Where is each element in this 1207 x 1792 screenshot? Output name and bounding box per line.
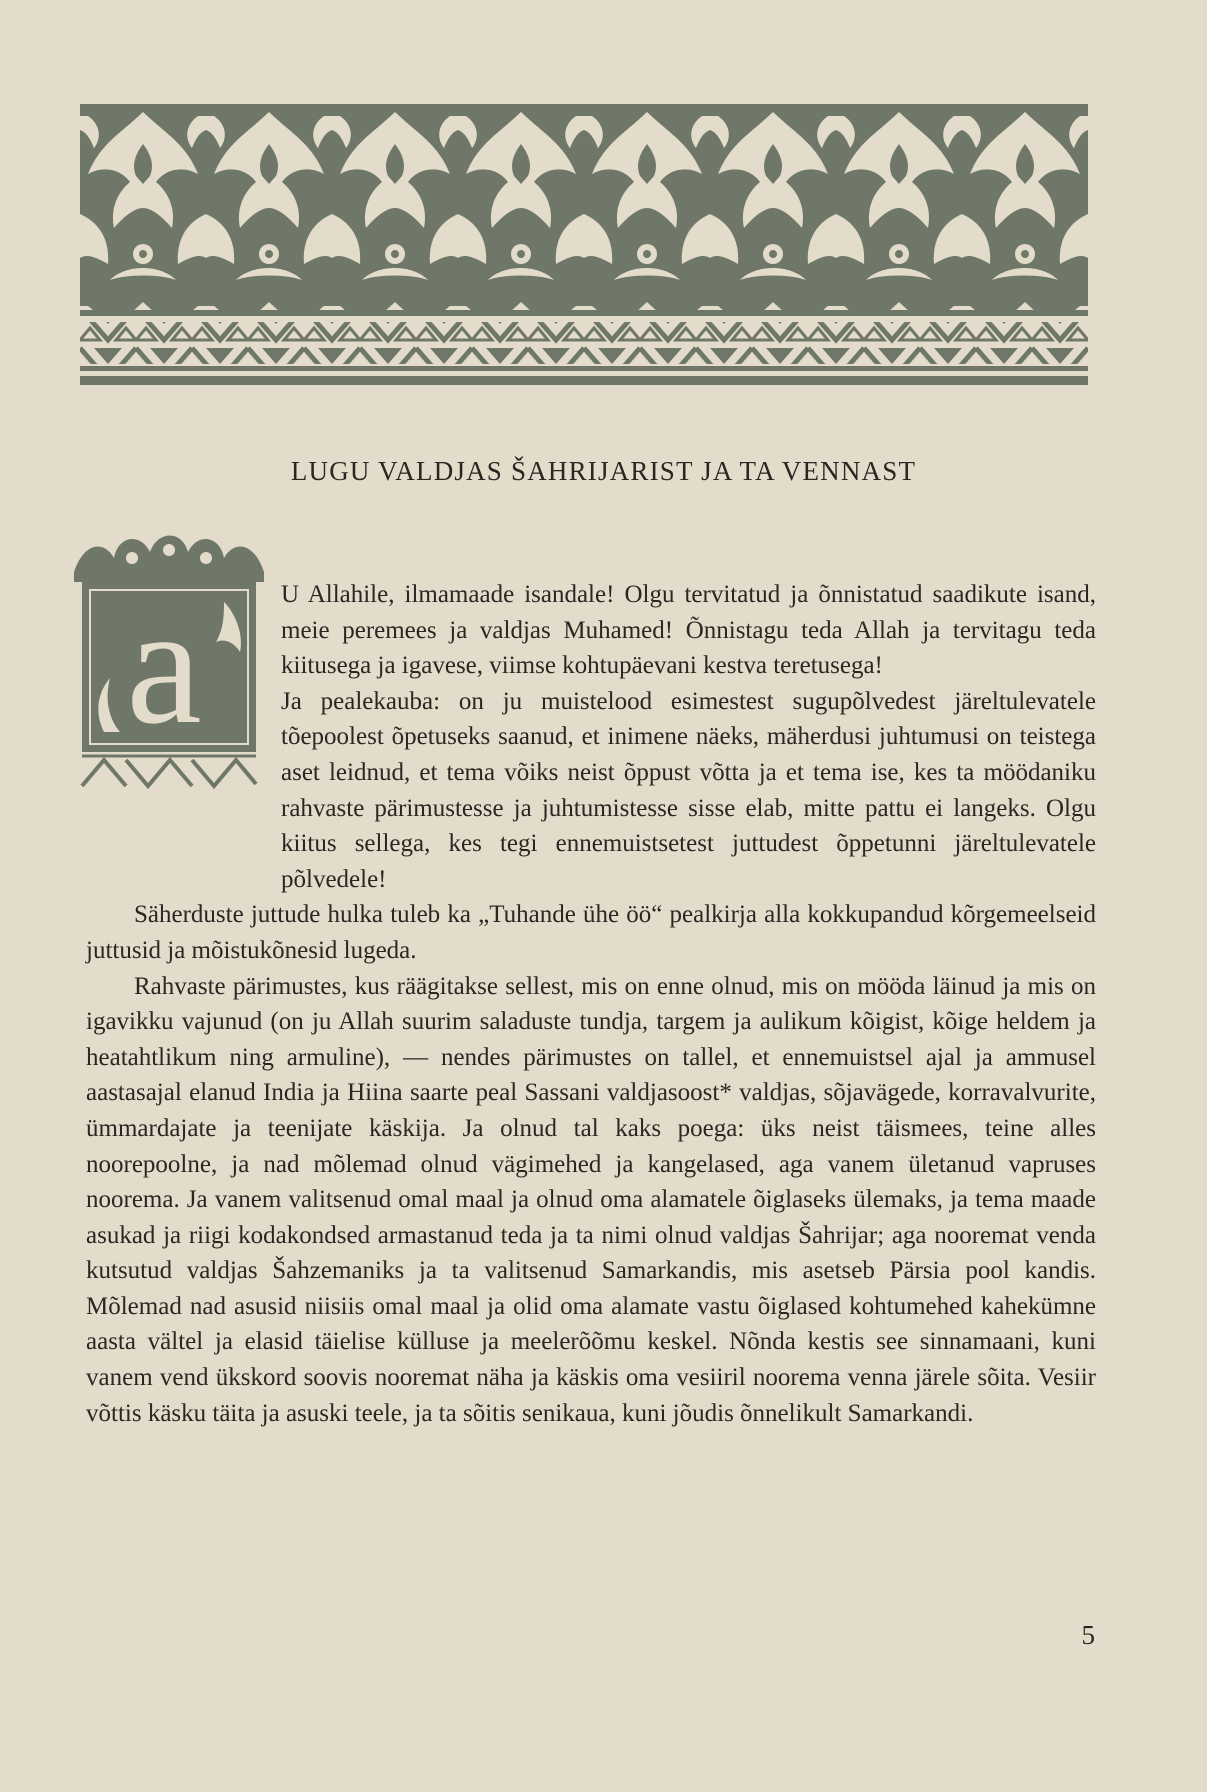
ornamental-header-banner: [80, 104, 1088, 385]
paragraph-2-text: Ja pealekauba: on ju muistelood esimestest sugupõlvedest järeltulevatele tõepoolest õpetuseks saanud, et inimene näeks, mäherdusi juhtumusi on teistega aset leidnud, et tema võiks neist õppust võtta ja et tema ise, kes ta möödaniku rahvaste pärimustesse ja juhtumistesse sisse elab, mitte pattu ei langeks. Olgu kiitus sellega, kes tegi ennemuistsetest juttudest õppetunni järeltulevatele põlvedele!: [281, 687, 1096, 893]
paragraph-3: Säherduste juttude hulka tuleb ka „Tuhande ühe öö“ pealkirja alla kokkupandud kõrgemeelseid juttusid ja mõistukõnesid lugeda.: [86, 901, 1096, 964]
paragraph-4: Rahvaste pärimustes, kus räägitakse sellest, mis on enne olnud, mis on mööda läinud ja mis on igavikku vajunud (on ju Allah suurim saladuste tundja, targem ja aulikum kõigist, kõige heldem ja heatahtlikum ning armuline), — nendes pärimustes on tallel, et ennemuistsel ajal ja ammusel aastasajal elanud India ja Hiina saarte peal Sassani valdjasoost* valdjas, sõjavägede, korravalvurite, ümmardajate ja teenijate käskija. Ja olnud tal kaks poega: üks neist täismees, teine alles noorepoolne, ja nad mõlemad olnud vägimehed ja kangelased, aga vanem ületanud vapruses noorema. Ja vanem valitsenud omal maal ja olnud oma alamatele õiglaseks ülemaks, ja tema maade asukad ja riigi kodakondsed armastanud teda ja ta nimi olnud valdjas Šahrijar; aga nooremat venda kutsutud valdjas Šahzemaniks ja ta valitsenud Samarkandis, mis asetseb Pärsia pool kandis. Mõlemad nad asusid niisiis omal maal ja olid oma alamate vastu õiglased kohtumehed kahekümne aasta vältel ja elasid täielise külluse ja meelerõõmu keskel. Nõnda kestis see sinnamaani, kuni vanem vend ükskord soovis nooremat näha ja käskis oma vesiiril noorema venna järele sõita. Vesiir võttis käsku täita ja asuski teele, ja ta sõitis senikaua, kuni jõudis õnnelikult Samarkandi.: [86, 972, 1096, 1427]
arabesque-border-icon: [80, 104, 1088, 385]
page-number: 5: [1081, 1620, 1095, 1650]
paragraph-1: U Allahile, ilmamaade isandale! Olgu tervitatud ja õnnistatud saadikute isand, meie peremees ja valdjas Muhamed! Õnnistagu teda Allah ja tervitagu teda kiitusega ja igavese, viimse kohtupäevani kestva teretusega!: [281, 581, 1096, 680]
chapter-title: LUGU VALDJAS ŠAHRIJARIST JA TA VENNAST: [290, 456, 917, 486]
body-text: [86, 577, 1096, 1431]
drop-cap-letter: a: [126, 571, 202, 759]
paragraph-2: [86, 684, 1096, 898]
